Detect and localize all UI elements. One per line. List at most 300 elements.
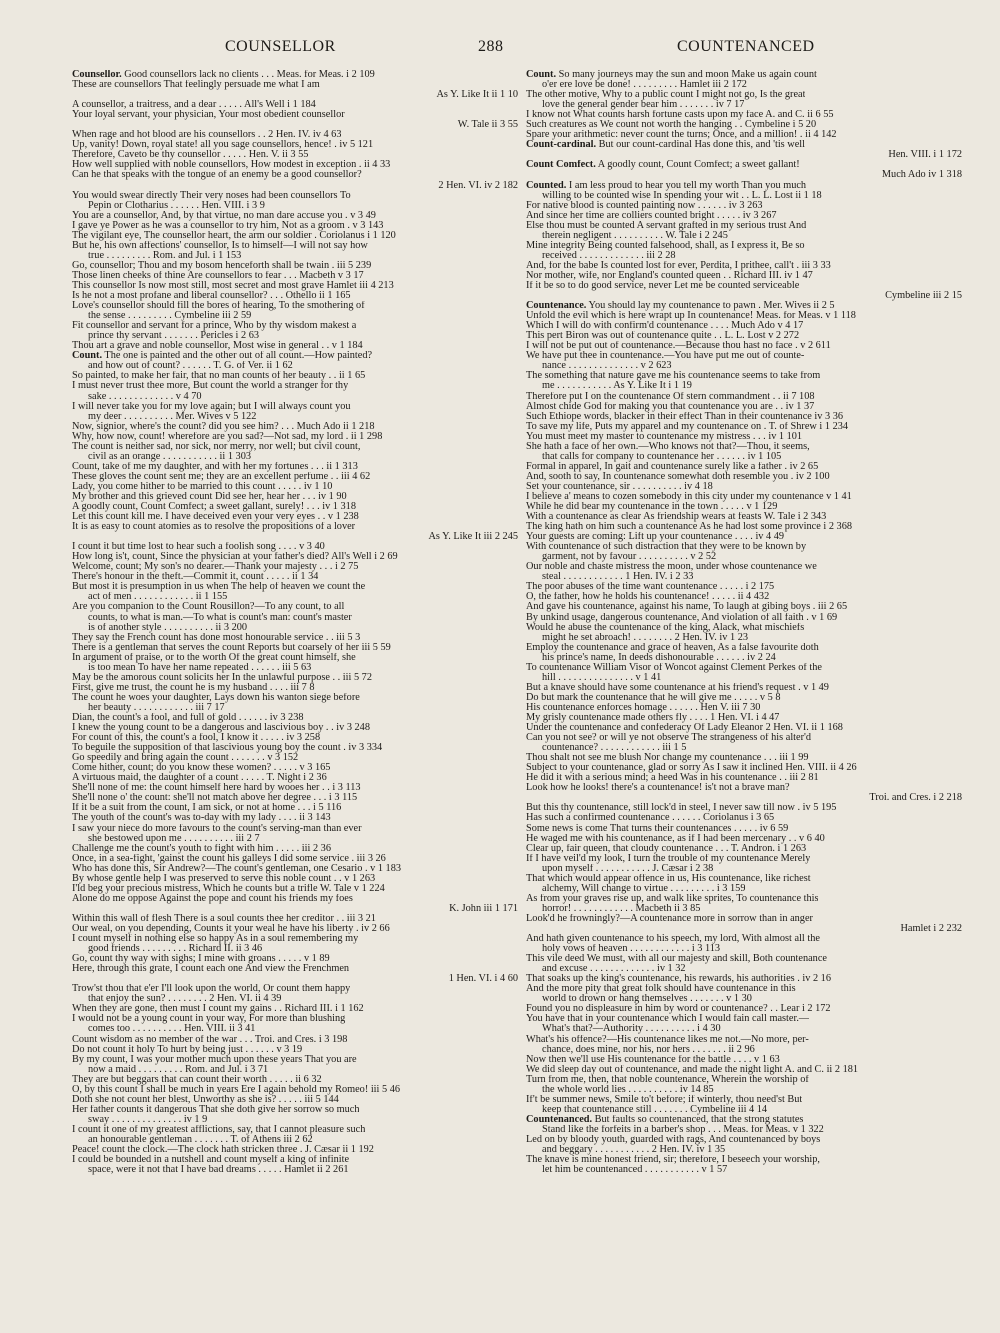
entry-line: [526, 542, 962, 552]
entry-line: [72, 502, 518, 512]
entry-line: [72, 130, 518, 140]
entry-text: Counted. I am less proud to hear you tell my worth Than you much: [526, 180, 807, 191]
entry-line: [526, 100, 962, 110]
entry-text: This pert Biron was out of countenance quite . . L. L. Lost v 2 272: [526, 331, 800, 342]
entry-text: Love's counsellor should fill the bores of hearing, To the smothering of: [72, 301, 365, 312]
entry-line: [526, 834, 962, 844]
entry-text: Your loyal servant, your physician, Your most obedient counsellor: [72, 110, 345, 121]
entry-text: Under the countenance and confederacy Of Lady Eleanor 2 Hen. VI. ii 1 168: [526, 723, 843, 734]
entry-line: [526, 532, 962, 542]
entry-text: With countenance of such distraction that they were to be known by: [526, 542, 807, 553]
entry-line: [526, 1115, 962, 1125]
citation-reference: Hen. VIII. i 1 172: [888, 150, 962, 161]
citation-reference: Cymbeline iii 2 15: [885, 291, 962, 302]
entry-text: That which would appear offence in us, His countenance, like richest: [526, 873, 811, 884]
entry-line: [72, 834, 518, 844]
entry-line: [72, 1155, 518, 1165]
entry-line: [72, 140, 518, 150]
entry-text: my deer . . . . . . . . . . Mer. Wives v 5 122: [88, 411, 257, 422]
entry-line: [526, 954, 962, 964]
entry-text: horror! . . . . . . . . . . . . Macbeth ii 3 85: [542, 903, 701, 914]
entry-line: [72, 613, 518, 623]
entry-line: [526, 793, 962, 803]
entry-line: [526, 974, 962, 984]
entry-line: [72, 351, 518, 361]
entry-text: Clear up, fair queen, that cloudy countenance . . . T. Andron. i 1 263: [526, 843, 807, 854]
entry-line: [526, 80, 962, 90]
entry-text: Thou art a grave and noble counsellor, Most wise in general . . v 1 184: [72, 341, 363, 352]
citation-reference: Much Ado iv 1 318: [881, 170, 962, 181]
entry-text: By my count, I was your mother much upon these years That you are: [72, 1054, 357, 1065]
entry-text: To save my life, Puts my apparel and my countenance on . T. of Shrew i 1 234: [526, 421, 849, 432]
entry-line: [526, 231, 962, 241]
entry-line: [526, 1155, 962, 1165]
entry-line: [526, 813, 962, 823]
entry-text: Alone do me oppose Against the pope and count his friends my foes: [72, 893, 353, 904]
entry-line: [526, 1055, 962, 1065]
entry-text: This counsellor Is now most still, most secret and most grave Hamlet iii 4 213: [72, 280, 394, 291]
entry-text: But most it is presumption in us when The help of heaven we count the: [72, 582, 366, 593]
entry-text: For native blood is counted painting now . . . . . . iv 3 263: [526, 200, 763, 211]
entry-text: good friends . . . . . . . . . Richard II. ii 3 46: [88, 944, 263, 955]
entry-text: world to drown or hang themselves . . . . . . . v 1 30: [542, 994, 752, 1005]
entry-line: [72, 70, 518, 80]
entry-text: Our weal, on you depending, Counts it your weal he have his liberty . iv 2 66: [72, 923, 390, 934]
entry-text: Found you no displeasure in him by word or countenance? . . Lear i 2 172: [526, 1004, 831, 1015]
entry-line: [526, 191, 962, 201]
entry-text: might he set abroach! . . . . . . . . 2 Hen. IV. iv 1 23: [542, 632, 748, 643]
citation-reference: K. John iii 1 171: [449, 903, 518, 914]
entry-line: [72, 231, 518, 241]
entry-text: I count it one of my greatest afflictions, say, that I cannot pleasure such: [72, 1124, 366, 1135]
entry-text: her beauty . . . . . . . . . . . . iii 7 17: [88, 702, 225, 713]
entry-text: garment, not by favour . . . . . . . . . . v 2 52: [542, 552, 717, 563]
entry-line: [72, 392, 518, 402]
entry-text: These are counsellors That feelingly persuade me what I am: [72, 80, 320, 91]
entry-line: [72, 241, 518, 251]
entry-line: [72, 964, 518, 974]
entry-line: [72, 894, 518, 904]
header-left-headword: COUNSELLOR: [225, 38, 336, 55]
entry-line: [526, 633, 962, 643]
entry-line: [72, 1045, 518, 1055]
entry-line: [526, 1024, 962, 1034]
entry-text: Within this wall of flesh There is a soul counts thee her creditor . . iii 3 21: [72, 913, 376, 924]
entry-line: [72, 673, 518, 683]
entry-line: [526, 643, 962, 653]
entry-text: therein negligent . . . . . . . . . . W. Tale i 2 245: [542, 230, 728, 241]
entry-line: [72, 803, 518, 813]
entry-text: There is a gentleman that serves the count Reports but coarsely of her iii 5 59: [72, 642, 391, 653]
entry-text: Trow'st thou that e'er I'll look upon the world, Or count them happy: [72, 984, 351, 995]
entry-text: and beggary . . . . . . . . . . . 2 Hen. IV. iv 1 35: [542, 1145, 726, 1156]
entry-text: Therefore, Caveto be thy counsellor . . . . . Hen. V. ii 3 55: [72, 150, 309, 161]
entry-line: [526, 562, 962, 572]
entry-text: Do but mark the countenance that he will give me . . . . . v 5 8: [526, 692, 781, 703]
entry-text: that enjoy the sun? . . . . . . . . 2 Hen. VI. ii 4 39: [88, 994, 282, 1005]
entry-text: We have put thee in countenance.—You have put me out of counte-: [526, 351, 805, 362]
entry-line: [72, 110, 518, 120]
entry-line: [72, 974, 518, 984]
entry-text: Doth she not count her blest, Unworthy as she is? . . . . . iii 5 144: [72, 1094, 339, 1105]
entry-line: [526, 874, 962, 884]
entry-line: [526, 462, 962, 472]
right-column: [526, 70, 962, 1322]
entry-line: [526, 1014, 962, 1024]
entry-text: Counsellor. Good counsellors lack no clients . . . Meas. for Meas. i 2 109: [72, 70, 375, 80]
entry-text: Here, through this grate, I count each one And view the Frenchmen: [72, 964, 350, 975]
entry-text: But this thy countenance, still lock'd in steel, I never saw till now . iv 5 195: [526, 803, 837, 814]
entry-text: The youth of the count's was to-day with my lady . . . . ii 3 143: [72, 813, 331, 824]
entry-line: [526, 241, 962, 251]
entry-line: [72, 743, 518, 753]
entry-text: First, give me trust, the count he is my husband . . . . iii 7 8: [72, 682, 315, 693]
entry-text: That soaks up the king's countenance, his rewards, his authorities . iv 2 16: [526, 974, 831, 985]
entry-line: [72, 562, 518, 572]
entry-line: [72, 683, 518, 693]
entry-line: [72, 924, 518, 934]
entry-line: [526, 1035, 962, 1045]
entry-line: [72, 934, 518, 944]
entry-line: [526, 582, 962, 592]
entry-text: By whose gentle help I was preserved to serve this noble count . . v 1 263: [72, 873, 376, 884]
entry-text: willing to be counted wise In spending your wit . . L. L. Lost ii 1 18: [542, 190, 822, 201]
entry-text: For count of this, the count's a fool, I know it . . . . . iv 3 258: [72, 733, 321, 744]
entry-text: The vigilant eye, The counsellor heart, the arm our soldier . Coriolanus i 1 120: [72, 230, 396, 241]
entry-text: There's honour in the theft.—Commit it, count . . . . . ii 1 34: [72, 572, 319, 583]
entry-line: [526, 442, 962, 452]
entry-line: [526, 221, 962, 231]
entry-text: You must meet my master to countenance my mistress . . . iv 1 101: [526, 431, 803, 442]
entry-text: I know not What counts harsh fortune casts upon my face A. and C. ii 6 55: [526, 110, 834, 121]
entry-text: Almost chide God for making you that countenance you are . . iv 1 37: [526, 401, 815, 412]
headword: Countenance.: [526, 301, 587, 312]
entry-line: [526, 170, 962, 180]
entry-line: [72, 552, 518, 562]
entry-line: [526, 673, 962, 683]
entry-text: When they are gone, then must I count my gains . . Richard III. i 1 162: [72, 1004, 364, 1015]
entry-text: Turn from me, then, that noble countenance, Wherein the worship of: [526, 1074, 809, 1085]
entry-line: [72, 874, 518, 884]
entry-line: [72, 824, 518, 834]
entry-line: [526, 452, 962, 462]
headword: Counted.: [526, 180, 567, 191]
entry-text: Do not count it holy To hurt by being just . . . . . . v 3 19: [72, 1044, 303, 1055]
entry-line: [526, 884, 962, 894]
entry-text: Up, vanity! Down, royal state! all you sage counsellors, hence! . iv 5 121: [72, 140, 374, 151]
entry-line: [72, 1145, 518, 1155]
entry-line: [526, 1145, 962, 1155]
entry-text: Count-cardinal. But our count-cardinal Has done this, and 'tis well: [526, 140, 805, 151]
entry-text: Peace! count the clock.—The clock hath stricken three . J. Cæsar ii 1 192: [72, 1145, 374, 1156]
entry-text: The king hath on him such a countenance As he had lost some province i 2 368: [526, 522, 852, 533]
entry-line: [526, 924, 962, 934]
entry-text: Which I will do with confirm'd countenance . . . . Much Ado v 4 17: [526, 321, 804, 332]
headword: Count Comfect.: [526, 160, 596, 171]
entry-text: Nor mother, wife, nor England's counted queen . . Richard III. iv 1 47: [526, 270, 813, 281]
entry-line: [72, 572, 518, 582]
entry-text: Let this count kill me. I have deceived even your very eyes . . v 1 238: [72, 512, 359, 523]
entry-line: [526, 331, 962, 341]
entry-text: received . . . . . . . . . . . . . iii 2 28: [542, 250, 676, 261]
entry-text: prince thy servant . . . . . . . Pericles i 2 63: [88, 331, 260, 342]
entry-text: Stand like the forfeits in a barber's shop . . . Meas. for Meas. v 1 322: [542, 1124, 824, 1135]
entry-line: [72, 462, 518, 472]
entry-text: If I have veil'd my look, I turn the trouble of my countenance Merely: [526, 853, 811, 864]
entry-line: [526, 90, 962, 100]
entry-line: [72, 1024, 518, 1034]
entry-line: [72, 1125, 518, 1135]
entry-line: [526, 803, 962, 813]
citation-reference: Troi. and Cres. i 2 218: [869, 793, 962, 804]
entry-line: [526, 994, 962, 1004]
entry-line: [526, 140, 962, 150]
entry-text: While he did bear my countenance in the town . . . . . v 1 129: [526, 502, 778, 513]
entry-text: They are but beggars that can count their worth . . . . . ii 6 32: [72, 1074, 322, 1085]
entry-line: [526, 683, 962, 693]
entry-line: [72, 663, 518, 673]
entry-line: [526, 984, 962, 994]
entry-text: that calls for company to countenance her . . . . . . iv 1 105: [542, 451, 782, 462]
entry-line: [526, 854, 962, 864]
entry-line: [526, 934, 962, 944]
entry-line: [72, 693, 518, 703]
entry-line: [72, 914, 518, 924]
entry-text: Formal in apparel, In gait and countenance surely like a father . iv 2 65: [526, 461, 819, 472]
entry-text: In argument of praise, or to the worth Of the great count himself, she: [72, 652, 356, 663]
entry-text: When rage and hot blood are his counsellors . . 2 Hen. IV. iv 4 63: [72, 130, 342, 141]
entry-line: [72, 291, 518, 301]
entry-line: [526, 181, 962, 191]
entry-text: she bestowed upon me . . . . . . . . . . iii 2 7: [88, 833, 260, 844]
entry-line: [526, 502, 962, 512]
entry-line: [526, 110, 962, 120]
entry-line: [526, 261, 962, 271]
entry-line: [526, 271, 962, 281]
entry-line: [72, 793, 518, 803]
entry-text: She hath a face of her own.—Who knows not that?—Thou, it seems,: [526, 441, 810, 452]
entry-text: I would not be a young count in your way, For more than blushing: [72, 1014, 346, 1025]
entry-line: [72, 311, 518, 321]
entry-text: Mine integrity Being counted falsehood, shall, as I express it, Be so: [526, 240, 805, 251]
entry-line: [526, 1165, 962, 1175]
entry-text: hill . . . . . . . . . . . . . . . v 1 41: [542, 672, 662, 683]
entry-line: [526, 522, 962, 532]
entry-line: [72, 844, 518, 854]
entry-line: [72, 592, 518, 602]
entry-line: [72, 321, 518, 331]
entry-line: [526, 361, 962, 371]
entry-text: I'ld beg your precious mistress, Which he counts but a trifle W. Tale v 1 224: [72, 883, 385, 894]
entry-text: Such creatures as We count not worth the hanging . . Cymbeline i 5 20: [526, 120, 817, 131]
entry-line: [72, 80, 518, 90]
entry-line: [526, 1004, 962, 1014]
entry-text: steal . . . . . . . . . . . . 1 Hen. IV. i 2 33: [542, 572, 694, 583]
entry-text: nance . . . . . . . . . . . . . . v 2 623: [542, 361, 672, 372]
headword: Counsellor.: [72, 70, 122, 80]
citation-reference: Hamlet i 2 232: [900, 923, 962, 934]
entry-line: [526, 914, 962, 924]
entry-text: is too mean To have her name repeated . . . . . . iii 5 63: [88, 662, 312, 673]
entry-text: To beguile the supposition of that lascivious young boy the count . iv 3 334: [72, 743, 383, 754]
entry-text: Would he abuse the countenance of the king, Alack, what mischiefs: [526, 622, 805, 633]
entry-line: [72, 371, 518, 381]
entry-text: It is as easy to count atomies as to resolve the propositions of a lover: [72, 522, 356, 533]
entry-text: Her father counts it dangerous That she doth give her sorrow so much: [72, 1104, 360, 1115]
entry-line: [72, 954, 518, 964]
entry-text: A virtuous maid, the daughter of a count . . . . . T. Night i 2 36: [72, 773, 327, 784]
page-number: 288: [478, 38, 504, 55]
entry-line: [72, 813, 518, 823]
entry-line: [72, 170, 518, 180]
entry-text: He waged me with his countenance, as if I had been mercenary . . v 6 40: [526, 833, 825, 844]
headword: Count.: [72, 351, 103, 362]
entry-line: [526, 703, 962, 713]
citation-reference: As Y. Like It iii 2 245: [428, 532, 518, 543]
entry-line: [72, 623, 518, 633]
entry-line: [72, 1014, 518, 1024]
entry-text: civil as an orange . . . . . . . . . . . ii 1 303: [88, 451, 252, 462]
citation-reference: 1 Hen. VI. i 4 60: [448, 974, 518, 985]
headword: Countenanced.: [526, 1114, 593, 1125]
entry-line: [526, 160, 962, 170]
entry-line: [72, 1165, 518, 1175]
entry-line: [526, 864, 962, 874]
entry-line: [526, 371, 962, 381]
entry-text: Dian, the count's a fool, and full of gold . . . . . . iv 3 238: [72, 713, 304, 723]
entry-line: [526, 422, 962, 432]
entry-text: But a knave should have some countenance at his friend's request . v 1 49: [526, 682, 829, 693]
entry-text: I believe a' means to cozen somebody in this city under my countenance v 1 41: [526, 491, 852, 502]
entry-text: What's his offence?—His countenance likes me not.—No more, per-: [526, 1034, 809, 1045]
entry-line: [72, 582, 518, 592]
entry-text: sway . . . . . . . . . . . . . . iv 1 9: [88, 1114, 208, 1125]
entry-text: You have that in your countenance which I would fain call master.—: [526, 1014, 810, 1025]
entry-line: [72, 512, 518, 522]
entry-text: Why, how now, count! wherefore are you sad?—Not sad, my lord . ii 1 298: [72, 431, 383, 442]
entry-line: [72, 1055, 518, 1065]
entry-line: [72, 944, 518, 954]
entry-line: [526, 321, 962, 331]
entry-line: [72, 984, 518, 994]
entry-text: How well supplied with noble counsellors, How modest in exception . ii 4 33: [72, 160, 391, 171]
entry-line: [72, 160, 518, 170]
entry-text: O, the father, how he holds his countenance! . . . . . ii 4 432: [526, 592, 770, 603]
entry-line: [526, 1085, 962, 1095]
entry-text: They say the French count has done most honourable service . . iii 5 3: [72, 632, 361, 643]
entry-line: [526, 743, 962, 753]
entry-text: If it be so to do good service, never Let me be counted serviceable: [526, 280, 800, 291]
entry-text: Go speedily and bring again the count . . . . . . . v 3 152: [72, 753, 299, 764]
entry-text: A goodly count, Count Comfect; a sweet gallant, surely! . . . iv 1 318: [72, 502, 356, 513]
entry-line: [72, 120, 518, 130]
entry-line: [72, 361, 518, 371]
entry-line: [526, 1105, 962, 1115]
entry-text: And, for the babe Is counted lost for ever, Perdita, I prithee, call't . iii 3 33: [526, 260, 831, 271]
entry-line: [72, 412, 518, 422]
entry-line: [526, 482, 962, 492]
entry-text: I saw your niece do more favours to the count's serving-man than ever: [72, 823, 362, 834]
entry-text: The other motive, Why to a public count I might not go, Is the great: [526, 90, 806, 101]
entry-text: and how out of count? . . . . . . T. G. of Ver. ii 1 62: [88, 361, 293, 372]
entry-text: If't be summer news, Smile to't before; if winterly, thou need'st But: [526, 1094, 803, 1105]
entry-text: o'er ere love be done! . . . . . . . . . Hamlet iii 2 172: [542, 80, 747, 91]
entry-text: Count, take of me my daughter, and with her my fortunes . . . ii 1 313: [72, 461, 358, 472]
entry-text: So painted, to make her fair, that no man counts of her beauty . . ii 1 65: [72, 371, 366, 382]
entry-line: [72, 904, 518, 914]
entry-text: Thou shalt not see me blush Nor change my countenance . . . iii 1 99: [526, 753, 809, 764]
entry-text: I will not be put out of countenance.—Because thou hast no face . v 2 611: [526, 341, 831, 352]
entry-text: What's that?—Authority . . . . . . . . . . i 4 30: [542, 1024, 721, 1035]
entry-line: [72, 643, 518, 653]
citation-reference: W. Tale ii 3 55: [457, 120, 518, 131]
entry-text: Spare your arithmetic: never count the turns; Once, and a million! . ii 4 142: [526, 130, 837, 141]
entry-text: holy vows of heaven . . . . . . . . . . . . i 3 113: [542, 944, 721, 955]
entry-text: Challenge me the count's youth to fight with him . . . . . iii 2 36: [72, 843, 331, 854]
entry-line: [72, 1004, 518, 1014]
entry-text: The count he woes your daughter, Lays down his wanton siege before: [72, 692, 360, 703]
entry-text: Come hither, count; do you know these women? . . . . . v 3 165: [72, 763, 331, 774]
entry-text: The poor abuses of the time want countenance . . . . . i 2 175: [526, 582, 775, 593]
entry-text: Count. The one is painted and the other out of all count.—How painted?: [72, 351, 373, 362]
headword: Count.: [526, 70, 557, 80]
entry-text: And gave his countenance, against his name, To laugh at gibing boys . iii 2 65: [526, 602, 848, 613]
entry-text: Who has done this, Sir Andrew?—The count's gentleman, one Cesario . v 1 183: [72, 863, 402, 874]
entry-line: [72, 472, 518, 482]
entry-line: [72, 532, 518, 542]
entry-line: [526, 341, 962, 351]
entry-line: [72, 1035, 518, 1045]
entry-text: Look how he looks! there's a countenance! is't not a brave man?: [526, 783, 790, 794]
entry-line: [526, 1065, 962, 1075]
entry-line: [526, 713, 962, 723]
entry-line: [72, 381, 518, 391]
entry-line: [72, 864, 518, 874]
header-right-headword: COUNTENANCED: [677, 38, 815, 55]
entry-line: [72, 150, 518, 160]
entry-line: [72, 422, 518, 432]
entry-line: [526, 572, 962, 582]
entry-text: let him be countenanced . . . . . . . . . . . v 1 57: [542, 1165, 728, 1176]
entry-text: Now, signior, where's the count? did you see him? . . . Much Ado ii 1 218: [72, 421, 375, 432]
entry-line: [526, 844, 962, 854]
entry-line: [72, 452, 518, 462]
entry-line: [72, 492, 518, 502]
entry-text: We did sleep day out of countenance, and made the night light A. and C. ii 2 181: [526, 1064, 859, 1075]
entry-text: She'll none o' the count: she'll not match above her degree . . . i 3 115: [72, 793, 358, 804]
entry-line: [72, 442, 518, 452]
entry-line: [526, 392, 962, 402]
entry-line: [72, 211, 518, 221]
entry-line: [526, 1045, 962, 1055]
entry-text: sake . . . . . . . . . . . . . v 4 70: [88, 391, 202, 402]
entry-line: [72, 90, 518, 100]
entry-text: Once, in a sea-fight, 'gainst the count his galleys I did some service . iii 3 26: [72, 853, 386, 864]
entry-line: [526, 1075, 962, 1085]
entry-line: [526, 763, 962, 773]
entry-text: Your guests are coming: Lift up your countenance . . . . iv 4 49: [526, 532, 785, 543]
entry-line: [72, 191, 518, 201]
entry-line: [72, 854, 518, 864]
citation-reference: As Y. Like It ii 1 10: [436, 90, 518, 101]
entry-line: [526, 1095, 962, 1105]
entry-text: Therefore put I on the countenance Of stern commandment . . ii 7 108: [526, 391, 815, 402]
entry-text: These gloves the count sent me; they are an excellent perfume . . iii 4 62: [72, 471, 371, 482]
entry-text: I knew the young count to be a dangerous and lascivious boy . . iv 3 248: [72, 723, 370, 734]
entry-text: Lady, you come hither to be married to this count . . . . . iv 1 10: [72, 481, 333, 492]
entry-line: [72, 201, 518, 211]
entry-text: Set your countenance, sir . . . . . . . . . . iv 4 18: [526, 481, 713, 492]
